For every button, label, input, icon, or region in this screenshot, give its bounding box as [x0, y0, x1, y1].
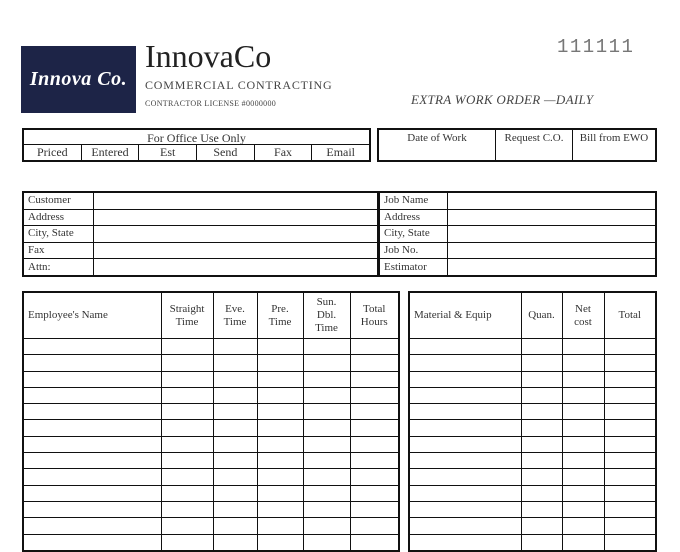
blank-cell[interactable]	[562, 420, 604, 436]
fax-input[interactable]	[93, 242, 378, 259]
col-net-cost: Net cost	[562, 292, 604, 339]
material-table	[408, 291, 657, 552]
blank-cell[interactable]	[303, 485, 350, 501]
blank-cell[interactable]	[604, 501, 656, 517]
blank-cell[interactable]	[521, 469, 562, 485]
blank-cell[interactable]	[257, 387, 303, 403]
blank-cell[interactable]	[213, 453, 257, 469]
customer-label: Customer	[23, 192, 93, 209]
blank-cell[interactable]	[521, 404, 562, 420]
blank-cell[interactable]	[23, 355, 161, 371]
table-row	[409, 534, 656, 551]
blank-cell[interactable]	[521, 371, 562, 387]
blank-cell[interactable]	[562, 501, 604, 517]
job-name-label: Job Name	[379, 192, 447, 209]
blank-cell[interactable]	[161, 355, 213, 371]
blank-cell[interactable]	[303, 534, 350, 551]
blank-cell[interactable]	[213, 485, 257, 501]
blank-cell[interactable]	[213, 355, 257, 371]
office-field-fax[interactable]: Fax	[255, 145, 313, 160]
blank-cell[interactable]	[409, 355, 521, 371]
blank-cell[interactable]	[409, 518, 521, 534]
office-use-box	[22, 128, 371, 162]
table-row	[23, 501, 399, 517]
blank-cell[interactable]	[562, 534, 604, 551]
blank-cell[interactable]	[257, 371, 303, 387]
table-row	[23, 453, 399, 469]
blank-cell[interactable]	[350, 469, 399, 485]
office-field-email[interactable]: Email	[326, 145, 356, 159]
blank-cell[interactable]	[562, 453, 604, 469]
blank-cell[interactable]	[562, 355, 604, 371]
blank-cell[interactable]	[23, 453, 161, 469]
job-address-input[interactable]	[447, 209, 656, 226]
blank-cell[interactable]	[23, 371, 161, 387]
blank-cell[interactable]	[604, 534, 656, 551]
order-number: 111111	[557, 36, 635, 58]
blank-cell[interactable]	[23, 485, 161, 501]
table-row	[23, 339, 399, 355]
material-header-row	[409, 292, 656, 339]
blank-cell[interactable]	[604, 387, 656, 403]
blank-cell[interactable]	[409, 339, 521, 355]
blank-cell[interactable]	[257, 355, 303, 371]
blank-cell[interactable]	[23, 469, 161, 485]
blank-cell[interactable]	[257, 501, 303, 517]
contractor-license: CONTRACTOR LICENSE #0000000	[145, 99, 277, 108]
blank-cell[interactable]	[161, 404, 213, 420]
address-label: Address	[23, 209, 93, 226]
table-row	[23, 518, 399, 534]
table-row	[409, 420, 656, 436]
table-row	[379, 226, 656, 243]
blank-cell[interactable]	[350, 404, 399, 420]
blank-cell[interactable]	[303, 404, 350, 420]
blank-cell[interactable]	[604, 371, 656, 387]
table-row	[409, 485, 656, 501]
blank-cell[interactable]	[23, 339, 161, 355]
table-row	[379, 242, 656, 259]
col-quantity: Quan.	[521, 292, 562, 339]
blank-cell[interactable]	[213, 501, 257, 517]
customer-input[interactable]	[93, 192, 378, 209]
blank-cell[interactable]	[161, 420, 213, 436]
col-straight-time: Straight Time	[161, 292, 213, 339]
office-field-entered[interactable]: Entered	[82, 145, 140, 160]
blank-cell[interactable]	[409, 387, 521, 403]
blank-cell[interactable]	[257, 453, 303, 469]
estimator-label: Estimator	[379, 259, 447, 276]
table-row	[409, 469, 656, 485]
col-total-hours: Total Hours	[350, 292, 399, 339]
blank-cell[interactable]	[213, 387, 257, 403]
blank-cell[interactable]	[23, 534, 161, 551]
blank-cell[interactable]	[521, 485, 562, 501]
blank-cell[interactable]	[604, 404, 656, 420]
blank-cell[interactable]	[521, 518, 562, 534]
col-total: Total	[604, 292, 656, 339]
form-title: EXTRA WORK ORDER —DAILY	[411, 92, 594, 107]
blank-cell[interactable]	[350, 339, 399, 355]
blank-cell[interactable]	[562, 339, 604, 355]
col-pre-time: Pre. Time	[257, 292, 303, 339]
blank-cell[interactable]	[521, 387, 562, 403]
blank-cell[interactable]	[213, 534, 257, 551]
city-state-label: City, State	[23, 226, 93, 243]
blank-cell[interactable]	[213, 469, 257, 485]
table-row	[23, 371, 399, 387]
blank-cell[interactable]	[604, 339, 656, 355]
blank-cell[interactable]	[161, 518, 213, 534]
table-row	[409, 436, 656, 452]
job-city-state-input[interactable]	[447, 226, 656, 243]
table-row	[409, 453, 656, 469]
blank-cell[interactable]	[350, 518, 399, 534]
blank-cell[interactable]	[409, 453, 521, 469]
blank-cell[interactable]	[604, 355, 656, 371]
table-row	[23, 404, 399, 420]
blank-cell[interactable]	[257, 534, 303, 551]
job-city-state-label: City, State	[379, 226, 447, 243]
blank-cell[interactable]	[303, 453, 350, 469]
blank-cell[interactable]	[161, 371, 213, 387]
blank-cell[interactable]	[350, 501, 399, 517]
company-logo	[21, 46, 136, 113]
attn-input[interactable]	[93, 259, 378, 276]
blank-cell[interactable]	[213, 339, 257, 355]
table-row	[379, 259, 656, 276]
blank-cell[interactable]	[161, 485, 213, 501]
blank-cell[interactable]	[521, 534, 562, 551]
blank-cell[interactable]	[303, 420, 350, 436]
blank-cell[interactable]	[350, 453, 399, 469]
blank-cell[interactable]	[23, 404, 161, 420]
blank-cell[interactable]	[257, 339, 303, 355]
blank-cell[interactable]	[303, 339, 350, 355]
table-row	[23, 485, 399, 501]
blank-cell[interactable]	[604, 453, 656, 469]
blank-cell[interactable]	[161, 387, 213, 403]
city-state-input[interactable]	[93, 226, 378, 243]
blank-cell[interactable]	[562, 436, 604, 452]
table-row	[23, 192, 378, 209]
blank-cell[interactable]	[161, 339, 213, 355]
blank-cell[interactable]	[350, 436, 399, 452]
col-material-equip: Material & Equip	[409, 292, 521, 339]
blank-cell[interactable]	[23, 436, 161, 452]
job-table	[378, 191, 657, 277]
blank-cell[interactable]	[161, 436, 213, 452]
job-no-label: Job No.	[379, 242, 447, 259]
blank-cell[interactable]	[303, 501, 350, 517]
blank-cell[interactable]	[350, 355, 399, 371]
customer-table	[22, 191, 379, 277]
blank-cell[interactable]	[604, 436, 656, 452]
col-employee-name: Employee's Name	[23, 292, 161, 339]
table-row	[23, 209, 378, 226]
blank-cell[interactable]	[562, 518, 604, 534]
labor-header-row	[23, 292, 399, 339]
blank-cell[interactable]	[521, 420, 562, 436]
blank-cell[interactable]	[562, 371, 604, 387]
blank-cell[interactable]	[604, 420, 656, 436]
blank-cell[interactable]	[604, 518, 656, 534]
estimator-input[interactable]	[447, 259, 656, 276]
table-row	[379, 209, 656, 226]
logo-text: Innova Co.	[29, 68, 128, 90]
office-field-priced[interactable]: Priced	[24, 145, 82, 160]
blank-cell[interactable]	[409, 436, 521, 452]
blank-cell[interactable]	[350, 485, 399, 501]
blank-cell[interactable]	[521, 453, 562, 469]
col-eve-time: Eve. Time	[213, 292, 257, 339]
request-co-field[interactable]: Request C.O.	[496, 130, 573, 160]
blank-cell[interactable]	[257, 420, 303, 436]
table-row	[409, 404, 656, 420]
blank-cell[interactable]	[213, 371, 257, 387]
date-of-work-field[interactable]: Date of Work	[379, 130, 496, 160]
attn-label: Attn:	[23, 259, 93, 276]
table-row	[409, 355, 656, 371]
blank-cell[interactable]	[521, 436, 562, 452]
table-row	[23, 534, 399, 551]
blank-cell[interactable]	[409, 469, 521, 485]
table-row	[409, 501, 656, 517]
blank-cell[interactable]	[213, 518, 257, 534]
table-row	[23, 355, 399, 371]
blank-cell[interactable]	[409, 404, 521, 420]
blank-cell[interactable]	[409, 534, 521, 551]
blank-cell[interactable]	[213, 436, 257, 452]
table-row	[23, 242, 378, 259]
blank-cell[interactable]	[562, 387, 604, 403]
blank-cell[interactable]	[350, 371, 399, 387]
blank-cell[interactable]	[161, 453, 213, 469]
blank-cell[interactable]	[303, 387, 350, 403]
labor-table	[22, 291, 400, 552]
blank-cell[interactable]	[562, 469, 604, 485]
blank-cell[interactable]	[23, 518, 161, 534]
blank-cell[interactable]	[303, 469, 350, 485]
job-no-input[interactable]	[447, 242, 656, 259]
job-address-label: Address	[379, 209, 447, 226]
blank-cell[interactable]	[350, 420, 399, 436]
blank-cell[interactable]	[257, 485, 303, 501]
company-name: InnovaCo	[145, 38, 272, 74]
job-name-input[interactable]	[447, 192, 656, 209]
blank-cell[interactable]	[409, 501, 521, 517]
blank-cell[interactable]	[23, 501, 161, 517]
blank-cell[interactable]	[350, 534, 399, 551]
blank-cell[interactable]	[213, 404, 257, 420]
blank-cell[interactable]	[604, 469, 656, 485]
address-input[interactable]	[93, 209, 378, 226]
col-sun-dbl-time: Sun. Dbl. Time	[303, 292, 350, 339]
blank-cell[interactable]	[257, 436, 303, 452]
blank-cell[interactable]	[257, 404, 303, 420]
office-use-title: For Office Use Only	[147, 131, 246, 145]
blank-cell[interactable]	[562, 404, 604, 420]
blank-cell[interactable]	[409, 420, 521, 436]
blank-cell[interactable]	[604, 485, 656, 501]
fax-label: Fax	[23, 242, 93, 259]
table-row	[409, 339, 656, 355]
office-use-fields	[24, 144, 369, 160]
blank-cell[interactable]	[303, 436, 350, 452]
table-row	[379, 192, 656, 209]
blank-cell[interactable]	[409, 371, 521, 387]
blank-cell[interactable]	[303, 371, 350, 387]
blank-cell[interactable]	[257, 469, 303, 485]
blank-cell[interactable]	[521, 339, 562, 355]
blank-cell[interactable]	[409, 485, 521, 501]
table-row	[23, 226, 378, 243]
table-row	[409, 518, 656, 534]
blank-cell[interactable]	[521, 501, 562, 517]
blank-cell[interactable]	[521, 355, 562, 371]
table-row	[23, 259, 378, 276]
table-row	[23, 436, 399, 452]
bill-from-ewo-field[interactable]: Bill from EWO	[579, 132, 649, 144]
blank-cell[interactable]	[303, 518, 350, 534]
office-field-send[interactable]: Send	[197, 145, 255, 160]
table-row	[23, 420, 399, 436]
blank-cell[interactable]	[562, 485, 604, 501]
blank-cell[interactable]	[161, 534, 213, 551]
blank-cell[interactable]	[213, 420, 257, 436]
blank-cell[interactable]	[161, 469, 213, 485]
table-row	[23, 387, 399, 403]
blank-cell[interactable]	[350, 387, 399, 403]
company-tagline: COMMERCIAL CONTRACTING	[145, 78, 333, 92]
table-row	[409, 387, 656, 403]
table-row	[23, 469, 399, 485]
office-field-est[interactable]: Est	[139, 145, 197, 160]
date-fields-box	[377, 128, 657, 162]
blank-cell[interactable]	[23, 420, 161, 436]
blank-cell[interactable]	[257, 518, 303, 534]
blank-cell[interactable]	[303, 355, 350, 371]
blank-cell[interactable]	[161, 501, 213, 517]
table-row	[409, 371, 656, 387]
blank-cell[interactable]	[23, 387, 161, 403]
